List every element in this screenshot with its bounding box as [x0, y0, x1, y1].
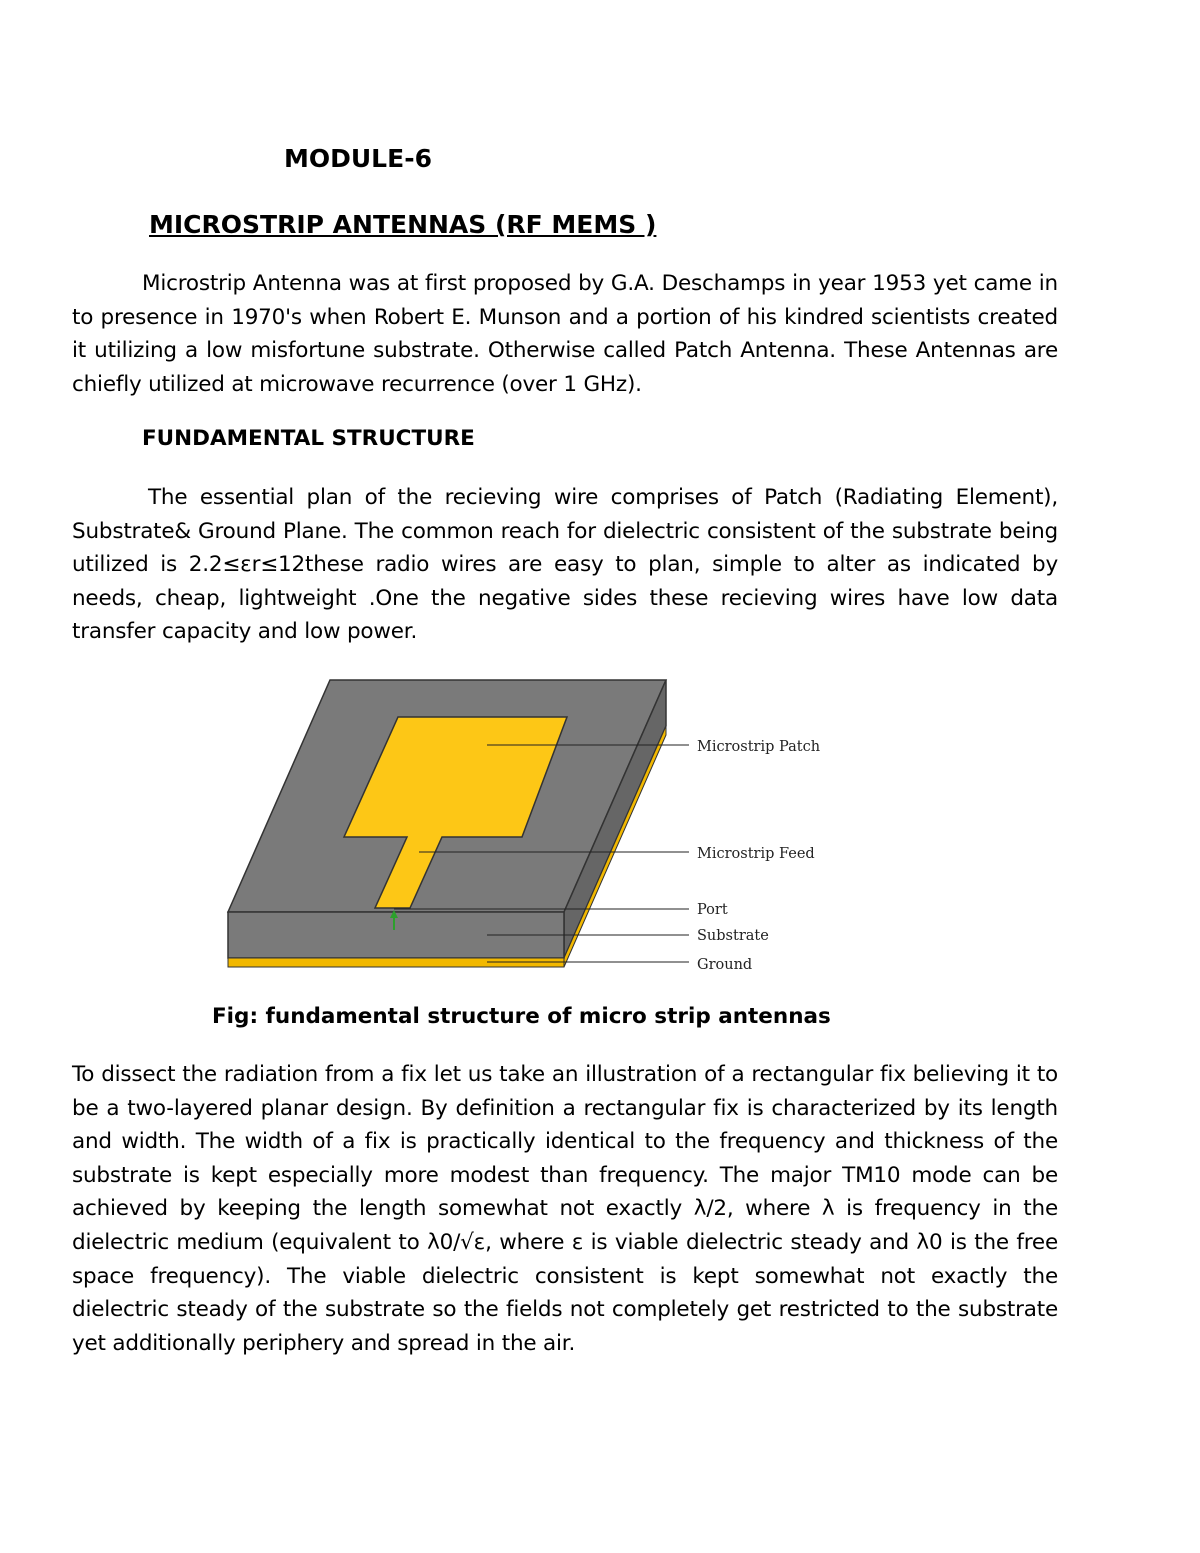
label-ground: Ground [697, 957, 753, 973]
section-heading: FUNDAMENTAL STRUCTURE [142, 426, 475, 451]
antenna-figure [222, 672, 822, 977]
label-port: Port [697, 902, 728, 918]
structure-paragraph: The essential plan of the recieving wire comprises of Patch (Radiating Element), Substrate& Ground Plane. The common reach for dielectric consistent of the substrate being utilized is 2.2≤εr≤12these radio wires are easy to plan, simple to alter as indicated by needs, cheap, lightweight .One the negative sides these recieving wires have low data transfer capacity and low power. [72, 485, 1058, 645]
module-title: MODULE-6 [284, 144, 432, 173]
label-substrate: Substrate [697, 928, 769, 944]
intro-paragraph: Microstrip Antenna was at first proposed by G.A. Deschamps in year 1953 yet came in to presence in 1970's when Robert E. Munson and a portion of his kindred scientists created it utilizing a low misfortune substrate. Otherwise called Patch Antenna. These Antennas are chiefly utilized at microwave recurrence (over 1 GHz). [72, 271, 1058, 397]
analysis-paragraph: To dissect the radiation from a fix let us take an illustration of a rectangular fix believing it to be a two-layered planar design. By definition a rectangular fix is characterized by its length and width. The width of a fix is practically identical to the frequency and thickness of the substrate is kept especially more modest than frequency. The major TM10 mode can be achieved by keeping the length somewhat not exactly λ/2, where λ is frequency in the dielectric medium (equivalent to λ0/√ε, where ε is viable dielectric steady and λ0 is the free space frequency). The viable dielectric consistent is kept somewhat not exactly the dielectric steady of the substrate so the fields not completely get restricted to the substrate yet additionally periphery and spread in the air. [72, 1062, 1058, 1356]
label-feed: Microstrip Feed [697, 846, 815, 862]
antenna-diagram [222, 672, 822, 977]
figure-caption: Fig: fundamental structure of micro strip antennas [212, 1004, 831, 1029]
label-patch: Microstrip Patch [697, 739, 821, 755]
main-title: MICROSTRIP ANTENNAS (RF MEMS ) [149, 210, 657, 239]
